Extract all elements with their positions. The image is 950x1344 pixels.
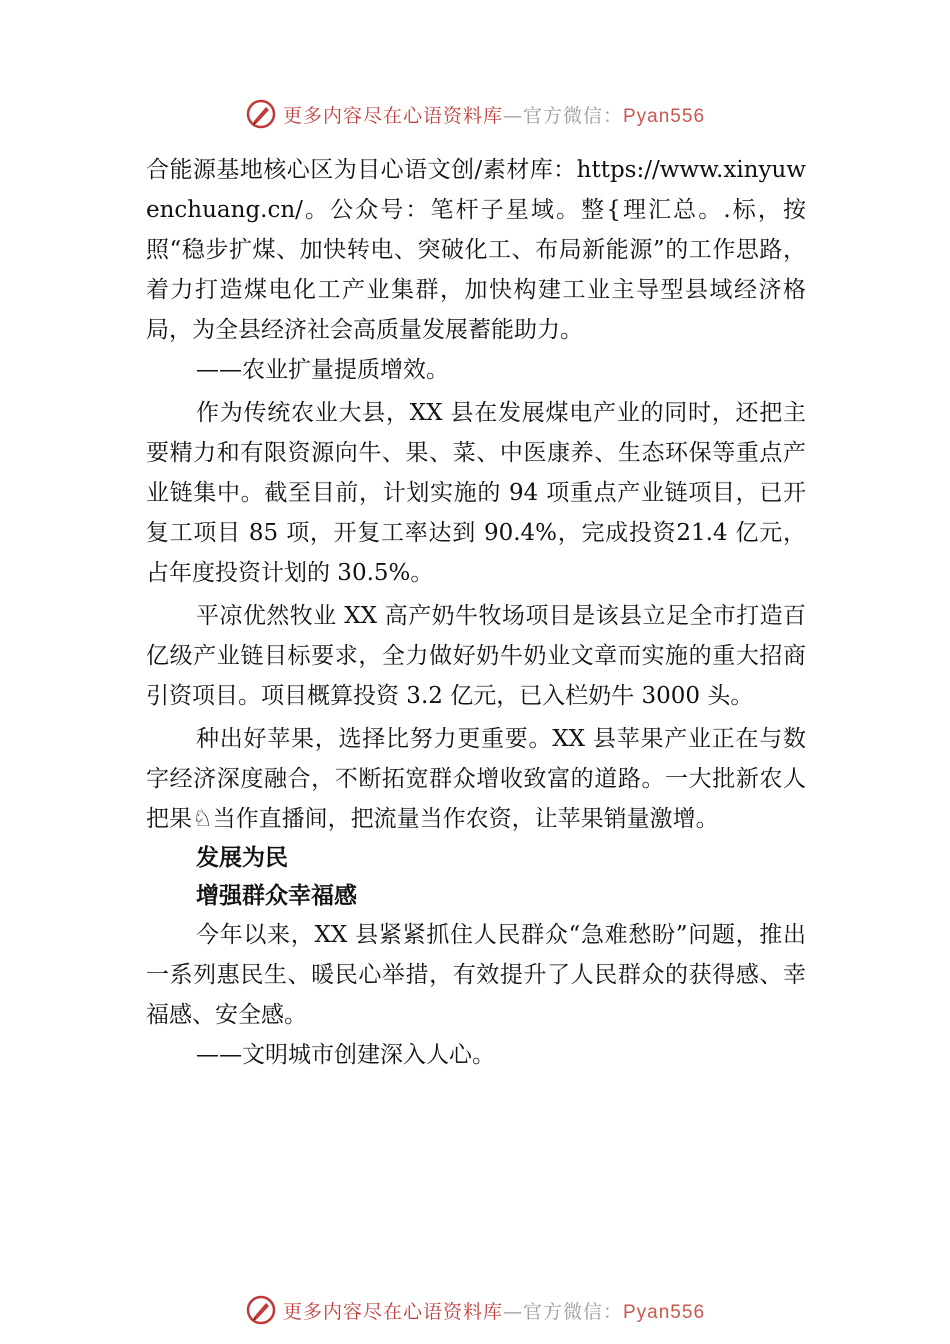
section-heading-1: 发展为民 [196,845,288,871]
banner-wechat-label: 官方微信： [522,104,623,127]
section-heading-2: 增强群众幸福感 [196,883,357,909]
banner-slogan: 更多内容尽在心语资料库 [282,1300,503,1323]
banner-slogan: 更多内容尽在心语资料库 [282,104,503,127]
banner-text [283,1297,705,1324]
banner-wechat-id: Pyan556 [623,105,706,127]
banner-wechat-label: 官方微信： [522,1300,623,1323]
banner-separator: — [502,104,523,127]
paragraph-2: ——农业扩量提质增效。 [196,357,449,383]
paragraph-6: 今年以来，XX 县紧紧抓住人民群众“急难愁盼”问题，推出一系列惠民生、暖民心举措，有效提升了人民群众的获得感、幸福感、安全感。 [146,922,806,1028]
banner-wechat-id: Pyan556 [623,1301,706,1323]
paragraph-3: 作为传统农业大县，XX 县在发展煤电产业的同时，还把主要精力和有限资源向牛、果、菜、中医康养、生态环保等重点产业链集中。截至目前，计划实施的 94 项重点产业链项目，已开复工项目 85 项，开复工率达到 90.4%，完成投资21.4 亿元，占年度投资计划的 30.5%。 [146,400,806,586]
footer-banner [0,1290,950,1330]
paragraph-7: ——文明城市创建深入人心。 [196,1042,495,1068]
pen-circle-logo-icon [245,1294,277,1326]
paragraph-5: 种出好苹果，选择比努力更重要。XX 县苹果产业正在与数字经济深度融合，不断拓宽群众增收致富的道路。一大批新农人把果♘当作直播间，把流量当作农资，让苹果销量激增。 [146,726,806,832]
pen-circle-logo-icon [245,98,277,130]
banner-text [283,101,705,128]
paragraph-4: 平凉优然牧业 XX 高产奶牛牧场项目是该县立足全市打造百亿级产业链目标要求，全力做好奶牛奶业文章而实施的重大招商引资项目。项目概算投资 3.2 亿元，已入栏奶牛 3000 头。 [146,603,806,709]
paragraph-1: 合能源基地核心区为目心语文创/素材库：https://www.xinyuwenchuang.cn/。公众号：笔杆子星域。整{理汇总。.标，按照“稳步扩煤、加快转电、突破化工、布局新能源”的工作思路，着力打造煤电化工产业集群，加快构建工业主导型县域经济格局，为全县经济社会高质量发展蓄能助力。 [146,157,806,343]
document-body [146,150,806,1075]
banner-separator: — [502,1300,523,1323]
header-banner [0,94,950,134]
